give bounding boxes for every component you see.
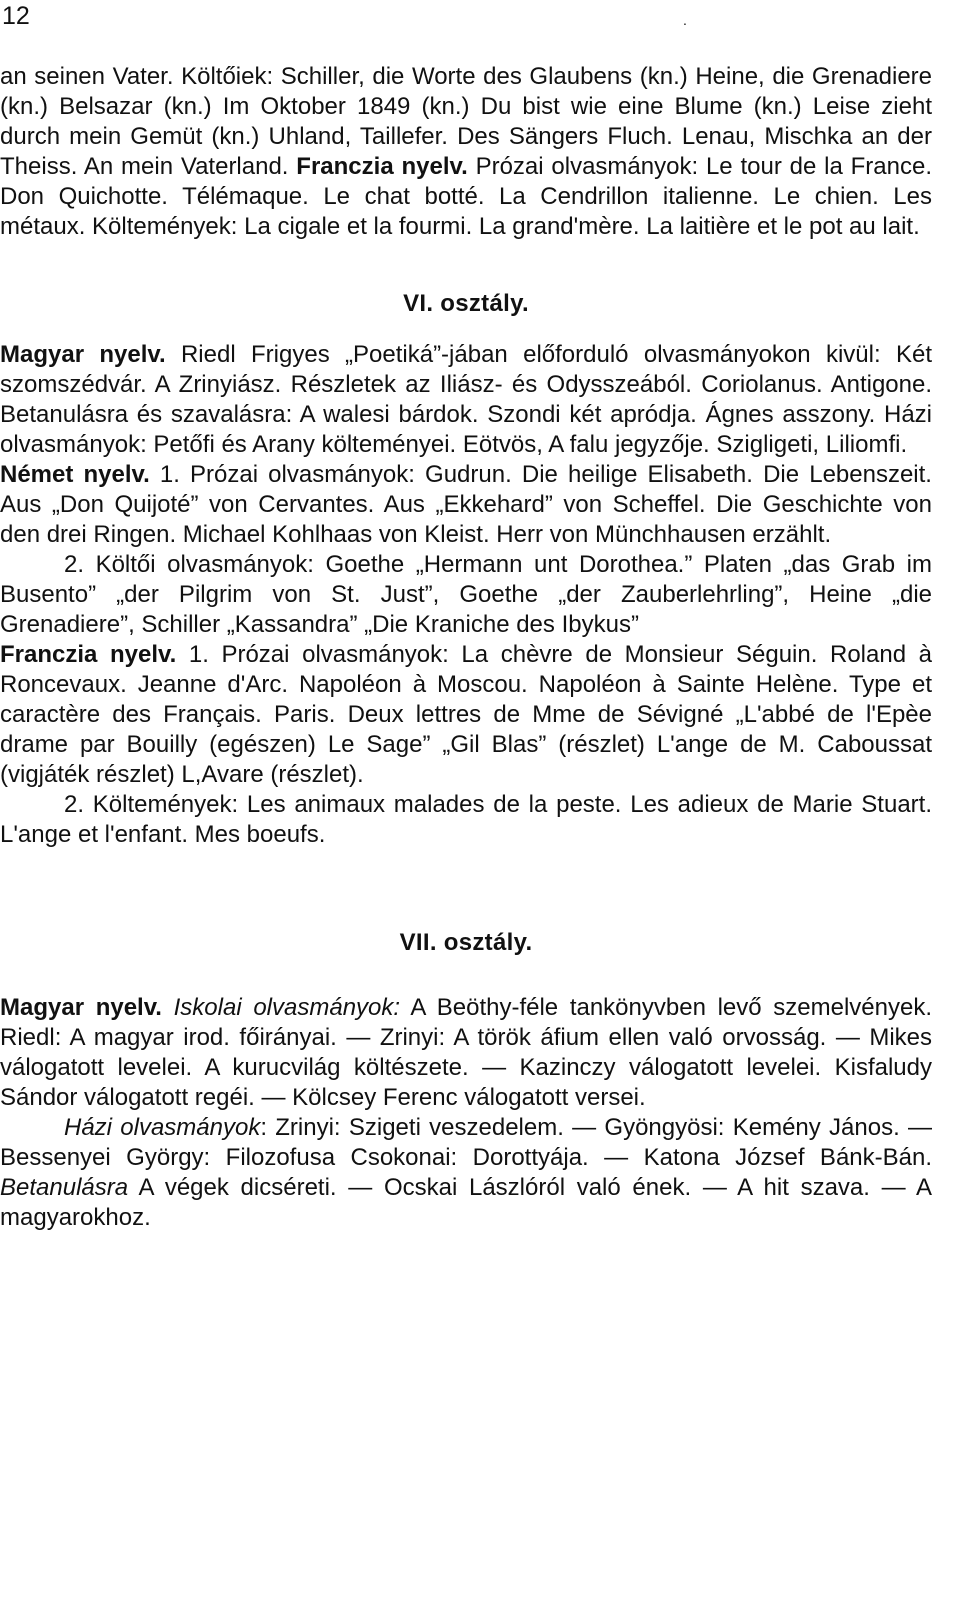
paragraph-french (0, 640, 932, 790)
paragraph-text: : Zrinyi: Szigeti veszedelem. — Gyöngyösi: Kemény János. — Bessenyei György: Filozofusa Csokonai: Dorottyája. — Katona József Bánk-Bán. (0, 1114, 933, 1171)
paragraph-text: 1. Prózai olvasmányok: Gudrun. Die heilige Elisabeth. Die Lebenszeit. Aus „Don Quijoté” von Cervantes. Aus „Ekkehard” von Scheffel. Die Geschichte von den drei Ringen. Michael Kohlhaas von Kleist. Herr von Münchhausen erzählt. (0, 461, 932, 548)
paragraph-german (0, 460, 932, 550)
subject-heading-hungarian: Magyar nyelv. (0, 994, 162, 1021)
paragraph-text: Riedl Frigyes „Poetiká”-jában előforduló olvasmányokon kivül: Két szomszédvár. A Zrinyiász. Részletek az Iliász- és Odysszeából. Coriolanus. Antigone. Betanulásra és szavalásra: A walesi bárdok. Szondi két apródja. Ágnes asszony. Házi olvasmányok: Petőfi és Arany költeményei. Eötvös, A falu jegyzője. Szigligeti, Liliomfi. (0, 341, 932, 458)
paragraph-text: A Beöthy-féle tankönyvben levő szemelvények. Riedl: A magyar irod. főirányai. — Zrinyi: A török áfium ellen való orvosság. — Mikes válogatott levelei. A kurucvilág költészete. — Kazinczy válogatott levelei. Kisfaludy Sándor válogatott regéi. — Kölcsey Ferenc válogatott versei. (0, 994, 932, 1111)
page-mark: . (683, 12, 687, 28)
paragraph-continuation (0, 62, 932, 242)
paragraph-text: 1. Prózai olvasmányok: La chèvre de Monsieur Séguin. Roland à Roncevaux. Jeanne d'Arc. Napoléon à Moscou. Napoléon à Sainte Helène. Type et caractère des Français. Paris. Deux lettres de Mme de Sévigné „L'abbé de l'Epèe drame par Bouilly (egészen) Le Sage” „Gil Blas” (részlet) L'ange de M. Caboussat (vigjáték részlet) L,Avare (részlet). (0, 641, 932, 788)
subject-heading-hungarian: Magyar nyelv. (0, 341, 166, 368)
paragraph-text: Prózai olvasmányok: Le tour de la France. Don Quichotte. Télémaque. Le chat botté. La Cendrillon italienne. Le chien. Les métaux. Költemények: La cigale et la fourmi. La grand'mère. La laitière et le pot au lait. (0, 153, 933, 240)
section-heading-vi: VI. osztály. (403, 290, 529, 317)
paragraph-text: A végek dicséreti. — Ocskai Lászlóról való ének. — A hit szava. — A magyarokhoz. (0, 1174, 932, 1231)
italic-label: Iskolai olvasmányok: (173, 994, 401, 1021)
subject-heading-german: Német nyelv. (0, 461, 150, 488)
paragraph-hungarian (0, 993, 932, 1113)
subject-heading-french: Franczia nyelv. (296, 153, 468, 180)
subject-heading-french: Franczia nyelv. (0, 641, 177, 668)
page-number: 12 (2, 2, 30, 30)
paragraph-hungarian (0, 340, 932, 460)
section-heading-vii: VII. osztály. (399, 929, 533, 956)
paragraph-text: an seinen Vater. Költőiek: Schiller, die Worte des Glaubens (kn.) Heine, die Grenadiere (kn.) Belsazar (kn.) Im Oktober 1849 (kn.) Du bist wie eine Blume (kn.) Leise zieht durch mein Gemüt (kn.) Uhland, Taillefer. Des Sängers Fluch. Lenau, Mischka an der Theiss. An mein Vaterland. (0, 63, 932, 180)
paragraph-french-poetry: 2. Költemények: Les animaux malades de la peste. Les adieux de Marie Stuart. L'ange et l'enfant. Mes boeufs. (0, 791, 932, 848)
paragraph-home-reading (0, 1113, 932, 1233)
italic-label: Betanulásra (0, 1174, 129, 1201)
italic-label: Házi olvasmányok (64, 1114, 261, 1141)
paragraph-german-poetry: 2. Költői olvasmányok: Goethe „Hermann unt Dorothea.” Platen „das Grab im Busento” „der Pilgrim von St. Just”, Goethe „der Zauberlehrling”, Heine „die Grenadiere”, Schiller „Kassandra” „Die Kraniche des Ibykus” (0, 551, 932, 638)
page-body (0, 62, 932, 1233)
